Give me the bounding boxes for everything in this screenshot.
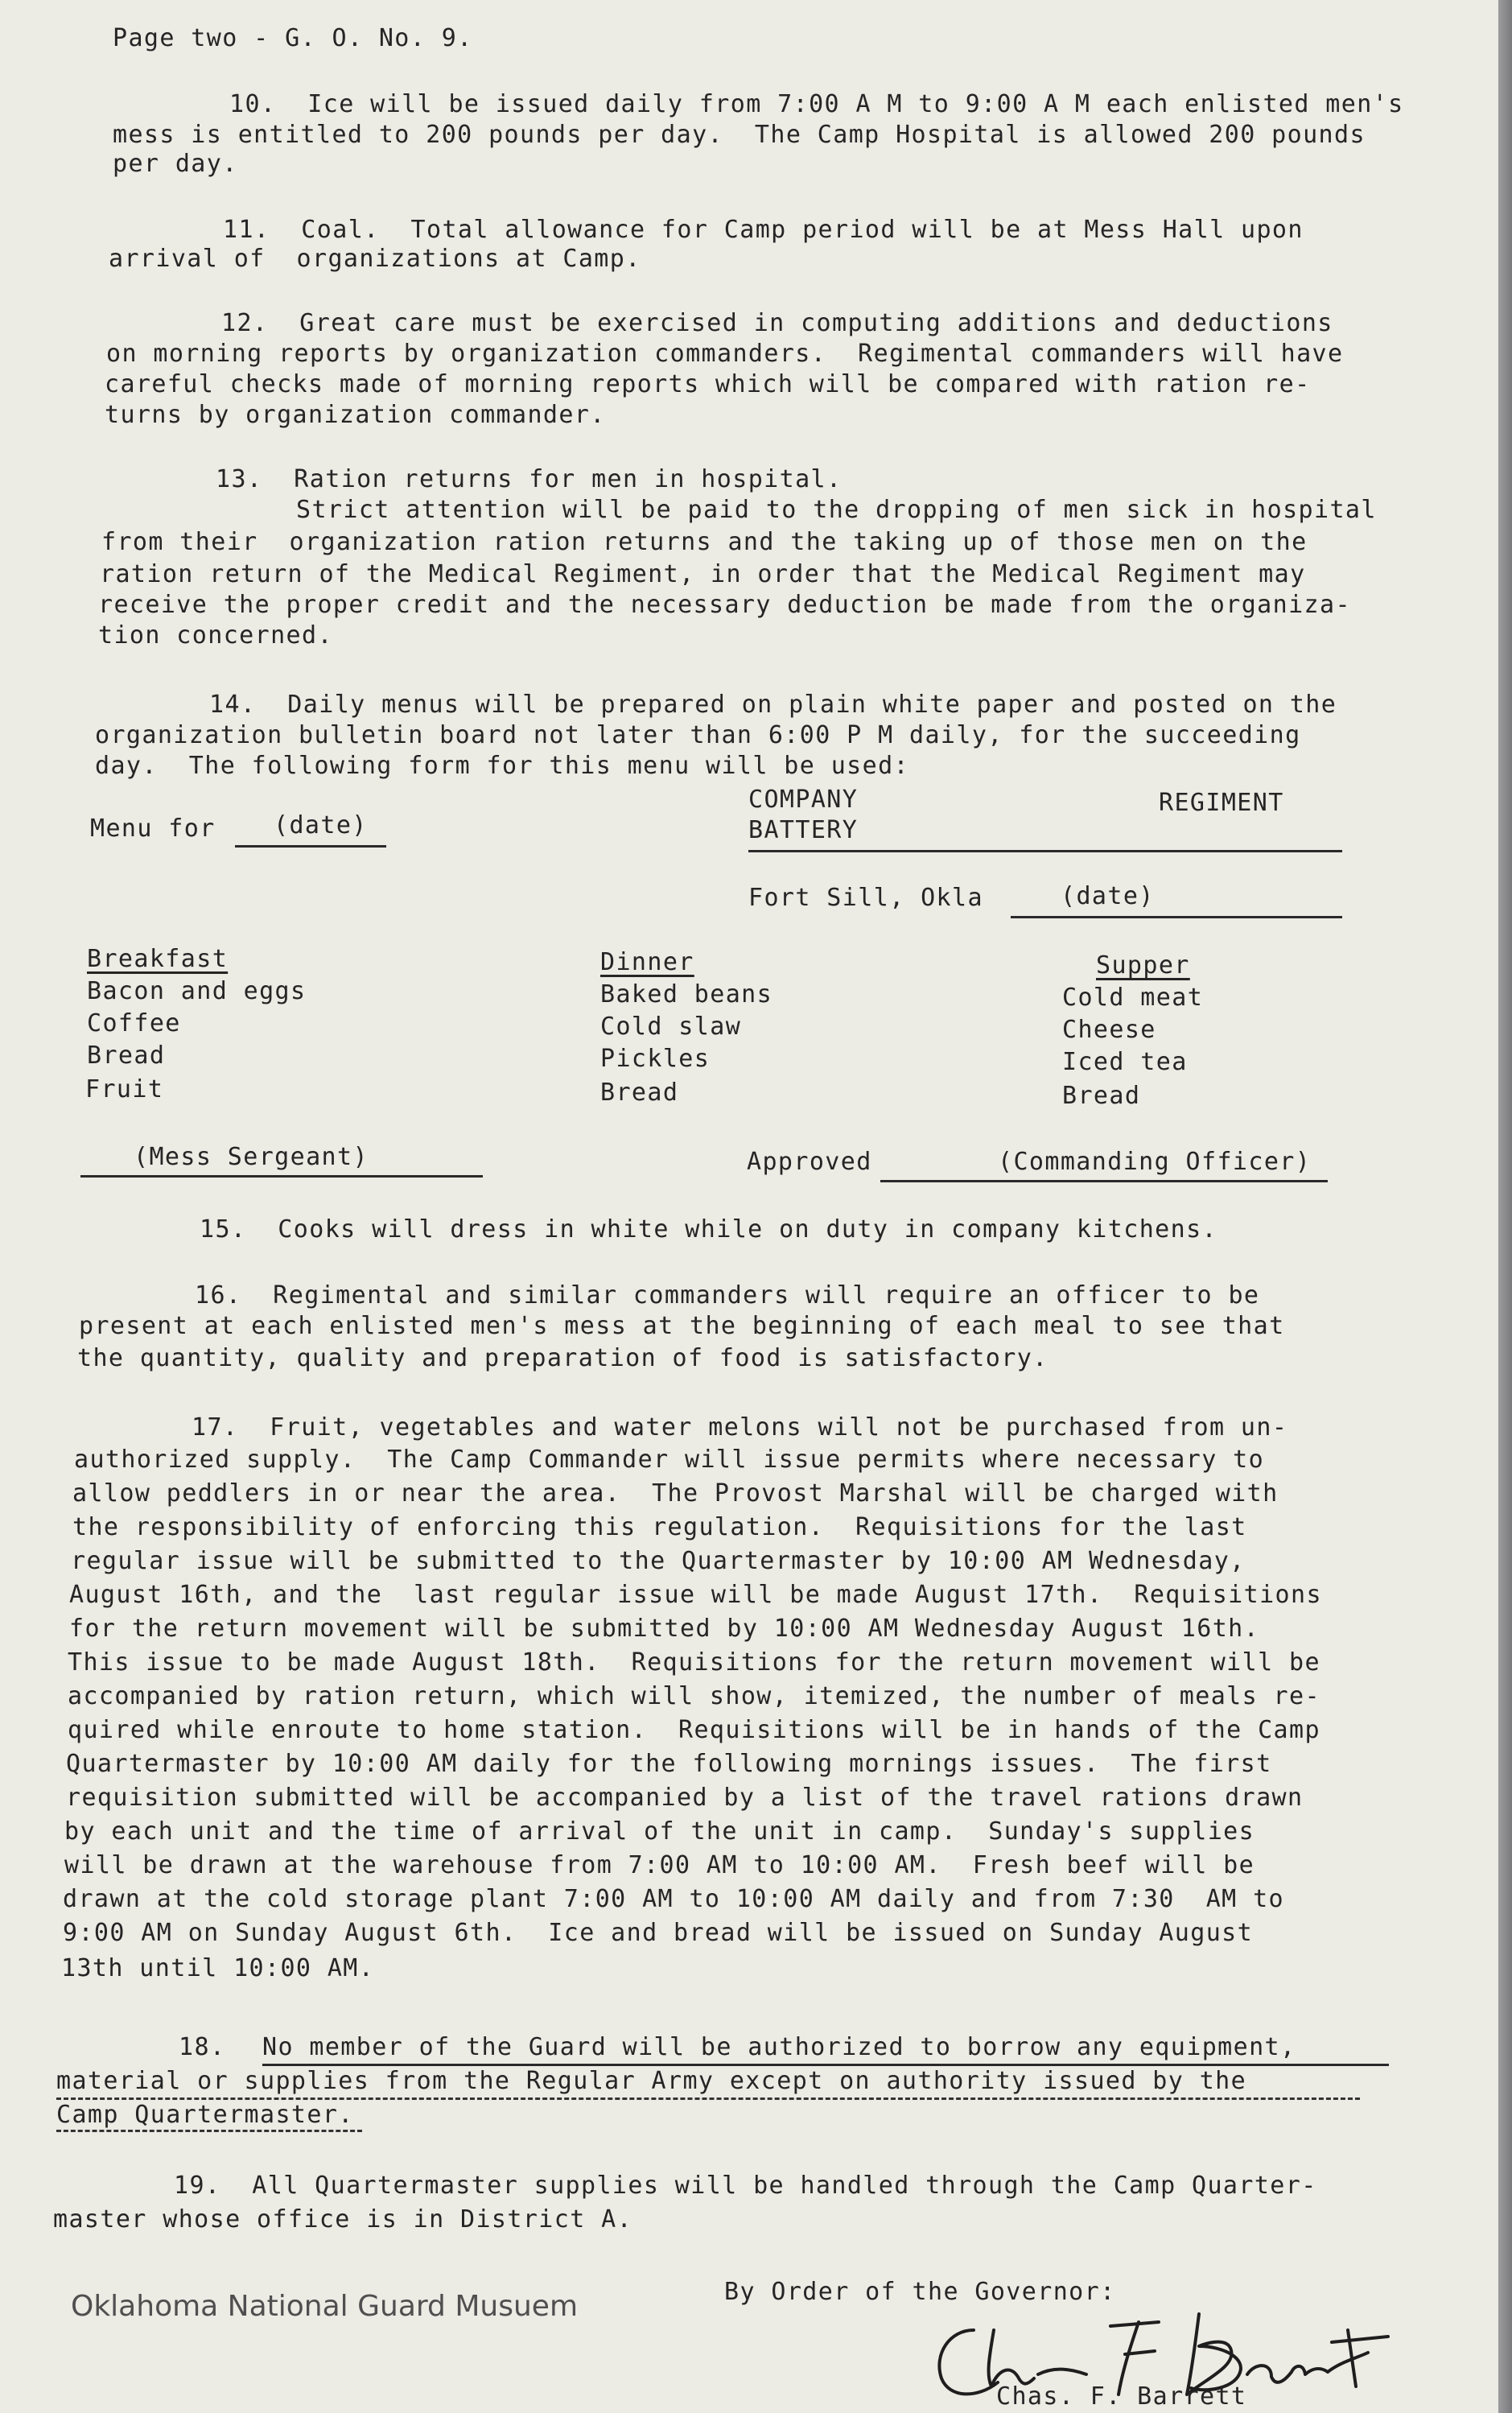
- para12-line: turns by organization commander.: [105, 401, 606, 429]
- dinner-item: Bread: [600, 1079, 679, 1107]
- para17-line: Quartermaster by 10:00 AM daily for the following mornings issues. The first: [66, 1750, 1272, 1778]
- para17-line: the responsibility of enforcing this regulation. Requisitions for the last: [72, 1513, 1247, 1541]
- breakfast-item: Coffee: [87, 1009, 181, 1037]
- para16-line: the quantity, quality and preparation of food is satisfactory.: [77, 1344, 1049, 1372]
- para19-line: 19. All Quartermaster supplies will be handled through the Camp Quarter-: [174, 2172, 1317, 2200]
- museum-watermark: Oklahoma National Guard Musuem: [71, 2290, 579, 2323]
- commanding-officer-line: [880, 1180, 1328, 1182]
- supper-item: Cold meat: [1062, 984, 1204, 1012]
- para12-line: careful checks made of morning reports which will be compared with ration re-: [105, 370, 1311, 398]
- para18-underline: [56, 2130, 362, 2132]
- location-label: Fort Sill, Okla: [748, 884, 983, 912]
- dinner-item: Baked beans: [600, 980, 773, 1009]
- para17-line: 13th until 10:00 AM.: [61, 1954, 375, 1982]
- page-header: Page two - G. O. No. 9.: [113, 24, 473, 52]
- supper-title: Supper: [1096, 951, 1190, 980]
- unit-line: [748, 850, 1342, 852]
- para13-line: from their organization ration returns and the taking up of those men on the: [101, 528, 1308, 556]
- para17-line: August 16th, and the last regular issue will be made August 17th. Requisitions: [69, 1581, 1322, 1609]
- para13-line: receive the proper credit and the necessary deduction be made from the organiza-: [98, 591, 1351, 619]
- para16-line: present at each enlisted men's mess at the beginning of each meal to see that: [79, 1312, 1285, 1340]
- para18-underline: [262, 2064, 1389, 2066]
- menu-for-label: Menu for: [90, 815, 216, 843]
- approved-label: Approved: [747, 1148, 872, 1176]
- para14-line: organization bulletin board not later than 6:00 P M daily, for the succeeding: [95, 721, 1301, 749]
- para10-line: per day.: [113, 150, 238, 178]
- mess-sergeant-line: [80, 1175, 483, 1178]
- menu-date-line: [235, 845, 386, 848]
- dinner-title: Dinner: [600, 948, 694, 976]
- supper-item: Cheese: [1062, 1016, 1156, 1044]
- dinner-item: Cold slaw: [600, 1013, 742, 1041]
- para18-number: 18.: [179, 2033, 226, 2061]
- para13-line: Strict attention will be paid to the dropping of men sick in hospital: [296, 496, 1377, 524]
- location-date-line: [1011, 916, 1342, 918]
- para18-line: Camp Quartermaster.: [56, 2101, 354, 2129]
- para18-line: material or supplies from the Regular Army except on authority issued by the: [56, 2067, 1247, 2095]
- para17-line: for the return movement will be submitted by 10:00 AM Wednesday August 16th.: [69, 1615, 1260, 1643]
- para17-line: allow peddlers in or near the area. The Provost Marshal will be charged with: [72, 1479, 1279, 1508]
- para10-line: mess is entitled to 200 pounds per day. The Camp Hospital is allowed 200 pounds: [113, 121, 1366, 149]
- breakfast-item: Bread: [87, 1042, 166, 1070]
- para11-line: 11. Coal. Total allowance for Camp period will be at Mess Hall upon: [223, 216, 1304, 244]
- para10-line: 10. Ice will be issued daily from 7:00 A M to 9:00 A M each enlisted men's: [229, 90, 1404, 118]
- company-label: COMPANY: [748, 786, 859, 814]
- para17-line: quired while enroute to home station. Requisitions will be in hands of the Camp: [68, 1716, 1320, 1744]
- para17-line: This issue to be made August 18th. Requisitions for the return movement will be: [68, 1648, 1320, 1677]
- para17-line: drawn at the cold storage plant 7:00 AM to 10:00 AM daily and from 7:30 AM to: [63, 1885, 1284, 1913]
- para19-line: master whose office is in District A.: [53, 2205, 633, 2234]
- breakfast-item: Fruit: [85, 1075, 164, 1103]
- para17-line: 9:00 AM on Sunday August 6th. Ice and bread will be issued on Sunday August: [63, 1919, 1254, 1947]
- para17-line: requisition submitted will be accompanied by a list of the travel rations drawn: [66, 1784, 1304, 1812]
- para13-line: ration return of the Medical Regiment, in order that the Medical Regiment may: [100, 560, 1306, 588]
- para18-line: No member of the Guard will be authorized to borrow any equipment,: [262, 2033, 1296, 2061]
- regiment-label: REGIMENT: [1159, 789, 1284, 817]
- menu-date: (date): [274, 811, 368, 839]
- page-edge: [1498, 0, 1512, 2413]
- para12-line: 12. Great care must be exercised in computing additions and deductions: [221, 309, 1333, 337]
- para17-line: regular issue will be submitted to the Quartermaster by 10:00 AM Wednesday,: [71, 1547, 1246, 1575]
- signature-name: Chas. F. Barrett: [996, 2382, 1247, 2411]
- mess-sergeant-label: (Mess Sergeant): [134, 1143, 369, 1171]
- battery-label: BATTERY: [748, 816, 859, 844]
- para13-line: tion concerned.: [98, 621, 333, 650]
- para14-line: day. The following form for this menu will be used:: [95, 752, 909, 780]
- dinner-item: Pickles: [600, 1045, 711, 1073]
- commanding-officer-label: (Commanding Officer): [998, 1148, 1312, 1176]
- para14-line: 14. Daily menus will be prepared on plain white paper and posted on the: [209, 691, 1337, 719]
- location-date: (date): [1061, 882, 1155, 910]
- breakfast-title: Breakfast: [87, 945, 229, 973]
- para17-line: 17. Fruit, vegetables and water melons will not be purchased from un-: [192, 1413, 1288, 1442]
- para18-underline: [56, 2097, 1360, 2100]
- para15-line: 15. Cooks will dress in white while on duty in company kitchens.: [200, 1215, 1217, 1244]
- para17-line: authorized supply. The Camp Commander will issue permits where necessary to: [74, 1446, 1265, 1474]
- breakfast-item: Bacon and eggs: [87, 977, 307, 1005]
- para17-line: by each unit and the time of arrival of the unit in camp. Sunday's supplies: [64, 1817, 1255, 1846]
- para12-line: on morning reports by organization commanders. Regimental commanders will have: [106, 340, 1344, 368]
- para11-line: arrival of organizations at Camp.: [109, 245, 641, 273]
- supper-item: Iced tea: [1062, 1048, 1188, 1076]
- para13-line: 13. Ration returns for men in hospital.: [216, 465, 843, 493]
- closing-text: By Order of the Governor:: [724, 2278, 1116, 2306]
- supper-item: Bread: [1062, 1082, 1141, 1110]
- para17-line: accompanied by ration return, which will show, itemized, the number of meals re-: [68, 1682, 1320, 1710]
- para16-line: 16. Regimental and similar commanders will require an officer to be: [195, 1281, 1260, 1310]
- para17-line: will be drawn at the warehouse from 7:00 AM to 10:00 AM. Fresh beef will be: [64, 1851, 1255, 1879]
